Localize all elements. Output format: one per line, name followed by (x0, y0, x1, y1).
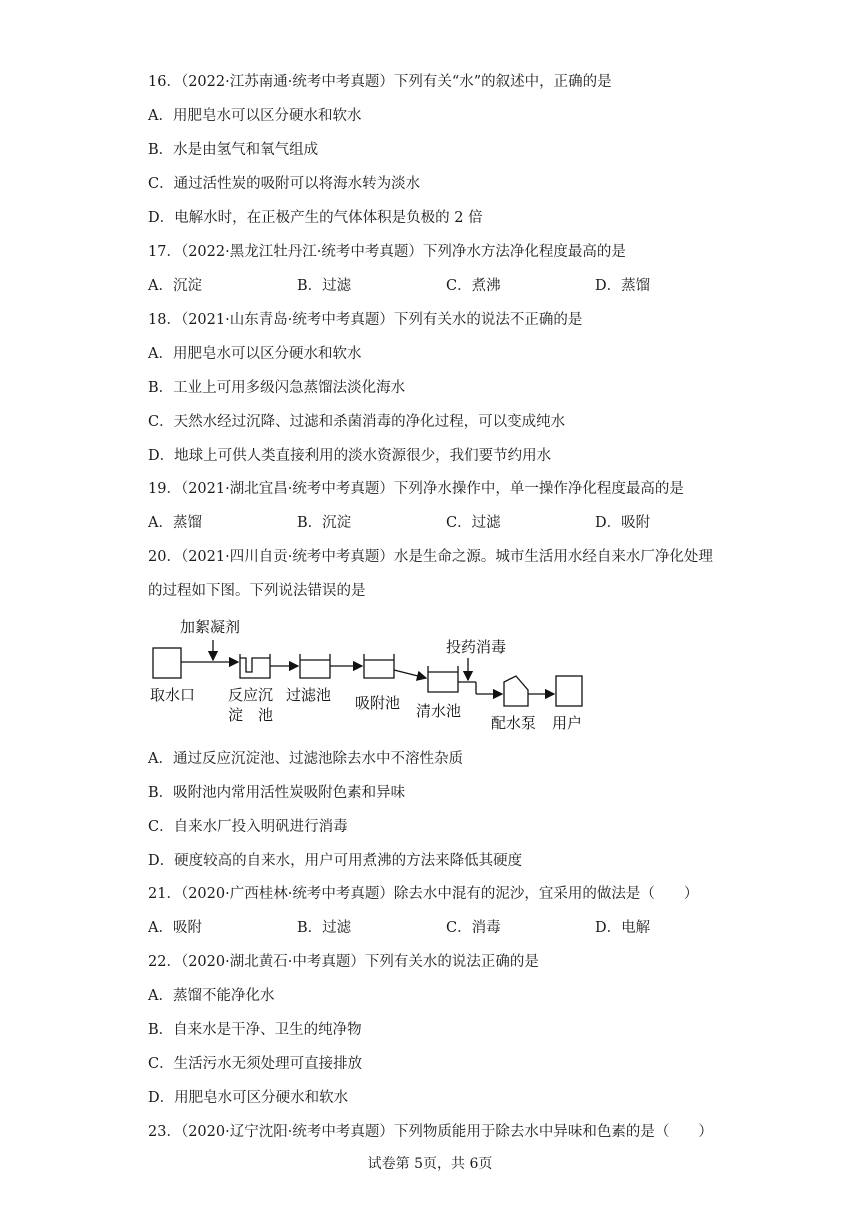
q20-option-c: C．自来水厂投入明矾进行消毒 (148, 819, 348, 835)
q18-option-a: A．用肥皂水可以区分硬水和软水 (148, 346, 362, 362)
q21-option-d: D．电解 (595, 920, 651, 936)
user-box (556, 676, 582, 706)
label-filter: 过滤池 (286, 686, 332, 704)
pump-shape (504, 676, 528, 706)
page-footer: 试卷第 5页，共 6页 (367, 1156, 493, 1172)
q17-option-d: D．蒸馏 (595, 278, 651, 294)
label-settling-1: 反应沉 (228, 686, 274, 704)
question-17-stem: 17．（2022·黑龙江牡丹江·统考中考真题）下列净水方法净化程度最高的是 (148, 244, 626, 260)
question-23-stem: 23．（2020·辽宁沈阳·统考中考真题）下列物质能用于除去水中异味和色素的是（ ） (148, 1124, 713, 1140)
label-user: 用户 (552, 714, 583, 732)
settling-tank (240, 654, 270, 678)
label-adsorb: 吸附池 (355, 694, 401, 712)
question-21-stem: 21．（2020·广西桂林·统考中考真题）除去水中混有的泥沙，宜采用的做法是（ ） (148, 886, 699, 902)
q18-option-b: B．工业上可用多级闪急蒸馏法淡化海水 (148, 380, 406, 396)
label-clear: 清水池 (416, 702, 462, 720)
q16-option-a: A．用肥皂水可以区分硬水和软水 (148, 108, 362, 124)
clear-water-tank (428, 666, 458, 692)
label-pump: 配水泵 (491, 714, 537, 732)
question-20-stem-continued: 的过程如下图。下列说法错误的是 (148, 583, 366, 599)
q20-option-d: D．硬度较高的自来水，用户可用煮沸的方法来降低其硬度 (148, 853, 523, 869)
q16-option-b: B．水是由氢气和氧气组成 (148, 142, 319, 158)
q21-option-c: C．消毒 (446, 920, 501, 936)
intake-box (153, 648, 181, 678)
q22-option-d: D．用肥皂水可区分硬水和软水 (148, 1090, 349, 1106)
q19-option-c: C．过滤 (446, 515, 501, 531)
adsorption-tank (364, 654, 394, 678)
water-treatment-flow-diagram (148, 610, 598, 740)
label-settling-2: 淀 池 (228, 706, 274, 724)
q19-option-a: A．蒸馏 (148, 515, 202, 531)
q18-option-c: C．天然水经过沉降、过滤和杀菌消毒的净化过程，可以变成纯水 (148, 414, 566, 430)
q20-option-b: B．吸附池内常用活性炭吸附色素和异味 (148, 785, 406, 801)
q20-option-a: A．通过反应沉淀池、过滤池除去水中不溶性杂质 (148, 751, 463, 767)
q17-option-b: B．过滤 (297, 278, 352, 294)
q18-option-d: D．地球上可供人类直接利用的淡水资源很少，我们要节约用水 (148, 448, 552, 464)
q17-option-c: C．煮沸 (446, 278, 501, 294)
label-flocculant: 加絮凝剂 (180, 618, 241, 636)
q22-option-a: A．蒸馏不能净化水 (148, 988, 275, 1004)
question-18-stem: 18．（2021·山东青岛·统考中考真题）下列有关水的说法不正确的是 (148, 312, 583, 328)
q16-option-c: C．通过活性炭的吸附可以将海水转为淡水 (148, 176, 421, 192)
question-20-stem: 20．（2021·四川自贡·统考中考真题）水是生命之源。城市生活用水经自来水厂净化处理 (148, 549, 713, 565)
q19-option-b: B．沉淀 (297, 515, 352, 531)
q19-option-d: D．吸附 (595, 515, 651, 531)
question-22-stem: 22．（2020·湖北黄石·中考真题）下列有关水的说法正确的是 (148, 954, 539, 970)
q21-option-b: B．过滤 (297, 920, 352, 936)
q22-option-b: B．自来水是干净、卫生的纯净物 (148, 1022, 362, 1038)
q16-option-d: D．电解水时，在正极产生的气体体积是负极的 2 倍 (148, 210, 483, 226)
q21-option-a: A．吸附 (148, 920, 202, 936)
question-19-stem: 19．（2021·湖北宜昌·统考中考真题）下列净水操作中，单一操作净化程度最高的是 (148, 481, 684, 497)
label-intake: 取水口 (150, 686, 196, 704)
question-16-stem: 16．（2022·江苏南通·统考中考真题）下列有关“水”的叙述中，正确的是 (148, 74, 612, 90)
label-disinfect: 投药消毒 (446, 638, 507, 656)
filter-tank (300, 654, 330, 678)
q22-option-c: C．生活污水无须处理可直接排放 (148, 1056, 363, 1072)
q17-option-a: A．沉淀 (148, 278, 202, 294)
